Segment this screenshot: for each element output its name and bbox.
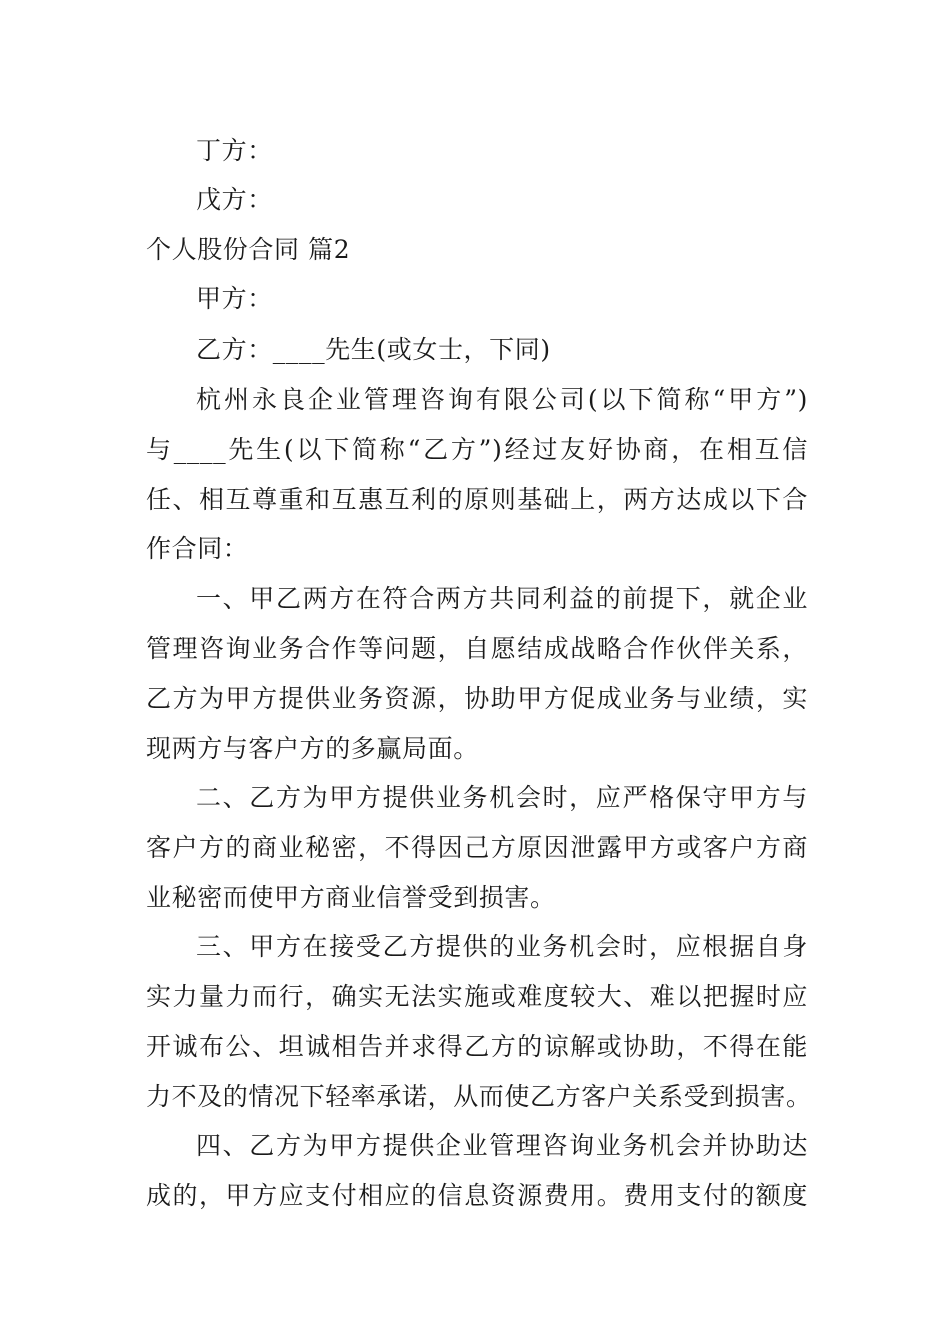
paragraph-line: 四、乙方为甲方提供企业管理咨询业务机会并协助达 <box>196 1131 808 1160</box>
party-ding-label: 丁方： <box>196 136 273 165</box>
paragraph-line: 实力量力而行，确实无法实施或难度较大、难以把握时应 <box>146 982 808 1011</box>
paragraph-line: 一、甲乙两方在符合两方共同利益的前提下，就企业 <box>196 584 808 613</box>
party-wu-label: 戊方： <box>196 185 273 214</box>
party-yi-label: 乙方：____先生(或女士，下同) <box>196 335 551 364</box>
paragraph-line: 业秘密而使甲方商业信誉受到损害。 <box>146 883 556 912</box>
party-jia-label: 甲方： <box>196 284 273 313</box>
paragraph-line: 客户方的商业秘密，不得因己方原因泄露甲方或客户方商 <box>146 833 808 862</box>
paragraph-line: 杭州永良企业管理咨询有限公司(以下简称“甲方”) <box>196 385 808 414</box>
paragraph-line: 开诚布公、坦诚相告并求得乙方的谅解或协助，不得在能 <box>146 1032 808 1061</box>
paragraph-line: 管理咨询业务合作等问题，自愿结成战略合作伙伴关系， <box>146 634 808 663</box>
paragraph-line: 二、乙方为甲方提供业务机会时，应严格保守甲方与 <box>196 783 808 812</box>
paragraph-line: 力不及的情况下轻率承诺，从而使乙方客户关系受到损害。 <box>146 1082 812 1111</box>
paragraph-line: 任、相互尊重和互惠互利的原则基础上，两方达成以下合 <box>146 485 808 514</box>
section-heading: 个人股份合同 篇2 <box>146 235 351 264</box>
paragraph-line: 三、甲方在接受乙方提供的业务机会时，应根据自身 <box>196 932 808 961</box>
paragraph-line: 现两方与客户方的多赢局面。 <box>146 734 479 763</box>
paragraph-line: 作合同： <box>146 534 249 563</box>
paragraph-line: 乙方为甲方提供业务资源，协助甲方促成业务与业绩，实 <box>146 684 808 713</box>
paragraph-line: 成的，甲方应支付相应的信息资源费用。费用支付的额度 <box>146 1181 808 1210</box>
paragraph-line: 与____先生(以下简称“乙方”)经过友好协商，在相互信 <box>146 435 808 464</box>
